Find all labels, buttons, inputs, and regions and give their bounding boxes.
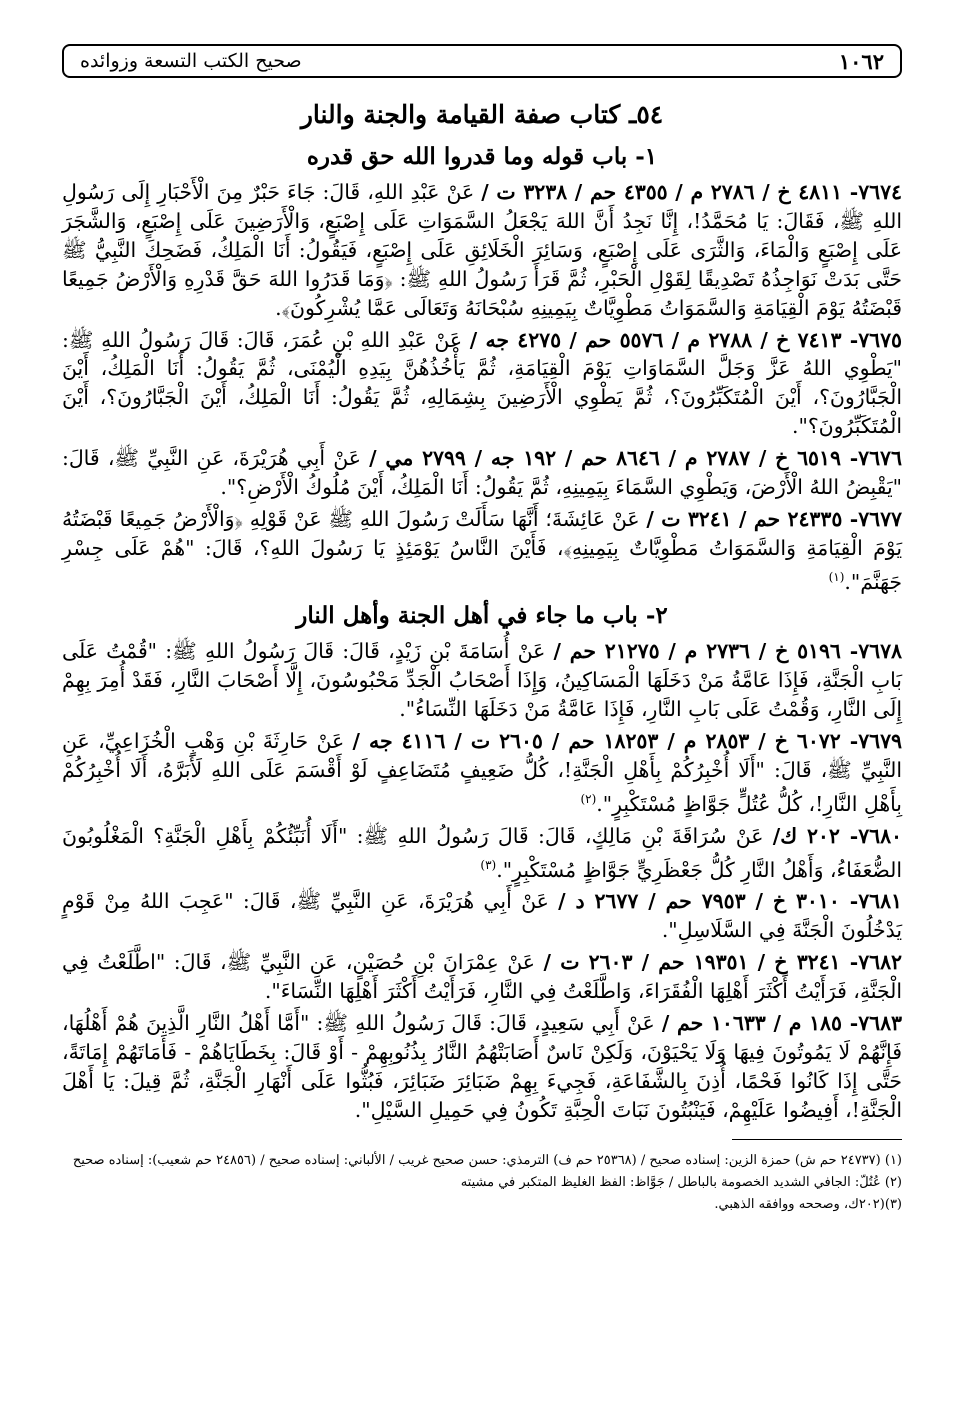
book-title: ٥٤ـ كتاب صفة القيامة والجنة والنار [300, 100, 664, 129]
hadith-ref: ٧٦٧٥- ٧٤١٣ خ / ٢٧٨٨ م / ٥٥٧٦ حم / ٤٢٧٥ جه / [469, 327, 902, 352]
hadith-ref: ٧٦٧٤- ٤٨١١ خ / ٢٧٨٦ م / ٤٣٥٥ حم / ٣٢٣٨ ت / [481, 180, 903, 204]
footnote-marker: (١) [828, 569, 845, 584]
chapter-title: ١- باب قوله وما قدروا الله حق قدره [306, 143, 658, 170]
hadith-7677 [62, 505, 902, 597]
hadith-7681 [62, 887, 902, 945]
hadith-ref: ٧٦٨١- ٣٠١٠ خ / ٧٩٥٣ حم / ٢٦٧٧ د / [558, 889, 902, 914]
hadith-text: عَنْ أُسَامَةَ بْنِ زَيْدٍ، قَالَ: قَالَ رَسُولُ اللهِ ﷺ: "قُمْتُ عَلَى بَابِ الْجَنَّةِ، فَإِذَا عَامَّةُ مَنْ دَخَلَهَا الْمَسَاكِينُ، وَإِذَا أَصْحَابُ الْجَدِّ مَحْبُوسُونَ، إِلَّا أَصْحَابَ النَّارِ، فَقَدْ أُمِرَ بِهِمْ إِلَى النَّارِ، وَقُمْتُ عَلَى بَابِ النَّارِ، فَإِذَا عَامَّةُ مَنْ دَخَلَهَا النِّسَاءُ". [62, 639, 902, 722]
hadith-ref: ٧٦٨٢- ٣٢٤١ خ / ١٩٣٥١ حم / ٢٦٠٣ ت / [543, 950, 902, 975]
hadith-7682 [62, 948, 902, 1006]
hadith-text: عَنْ عَائِشَةَ؛ أَنَّهَا سَأَلَتْ رَسُولَ اللهِ ﷺ عَنْ قَوْلِهِ ﴿وَالْأَرْضُ جَمِيعًا قَبْضَتُهُ يَوْمَ الْقِيَامَةِ وَالسَّمَوَاتُ مَطْوِيَّاتٌ بِيَمِينِهِ﴾، فَأَيْنَ النَّاسُ يَوْمَئِذٍ يَا رَسُولَ اللهِ؟، قَالَ: "هُمْ عَلَى جِسْرِ جَهَنَّمَ". [62, 506, 902, 594]
hadith-7676 [62, 444, 902, 502]
footnote: (٣)(٢٠٢ك، وصححه ووافقه الذهبي. [714, 1196, 902, 1212]
hadith-ref: ٧٦٧٦- ٦٥١٩ خ / ٢٧٨٧ م / ٨٦٤٦ حم / ١٩٢ جه / ٢٧٩٩ مي / [369, 446, 902, 471]
footnote: (١) (٢٤٧٣٧ حم ش) حمزة الزين: إسناده صحيح / (٢٥٣٦٨ حم ف) الترمذي: حسن صحيح غريب / الألباني: إسناده صحيح / (٢٤٨٥٦ حم شعيب): إسناده صحيح [72, 1152, 902, 1168]
footnote-marker: (٢) [580, 792, 597, 807]
footnote-marker: (٣) [480, 857, 497, 872]
hadith-ref: ٧٦٧٨- ٥١٩٦ خ / ٢٧٣٦ م / ٢١٢٧٥ حم / [553, 639, 902, 664]
hadith-ref: ٧٦٧٧- ٢٤٣٣٥ حم / ٣٢٤١ ت / [646, 506, 902, 531]
hadith-text: عَنْ أَبِي سَعِيدٍ، قَالَ: قَالَ رَسُولُ اللهِ ﷺ: "أَمَّا أَهْلُ النَّارِ الَّذِينَ هُمْ أَهْلُهَا، فَإِنَّهُمْ لَا يَمُوتُونَ فِيهَا وَلَا يَحْيَوْنَ، وَلَكِنْ نَاسٌ أَصَابَتْهُمُ النَّارُ بِذُنُوبِهِمْ - أَوْ قَالَ: بِخَطَايَاهُمْ - فَأَمَاتَهُمْ إِمَاتَةً، حَتَّى إِذَا كَانُوا فَحْمًا، أُذِنَ بِالشَّفَاعَةِ، فَجِيءَ بِهِمْ ضَبَائِرَ ضَبَائِرَ، فَبُثُّوا عَلَى أَنْهَارِ الْجَنَّةِ، ثُمَّ قِيلَ: يَا أَهْلَ الْجَنَّةِ!، أَفِيضُوا عَلَيْهِمْ، فَيَنْبُتُونَ نَبَاتَ الْحِبَّةِ تَكُونُ فِي حَمِيلِ السَّيْلِ". [62, 1010, 902, 1122]
book-name: صحيح الكتب التسعة وزوائده [80, 50, 302, 72]
hadith-7678 [62, 637, 902, 724]
hadith-text: عَنْ عَبْدِ اللهِ بْنِ عُمَرَ، قَالَ: قَالَ رَسُولُ اللهِ ﷺ: "يَطْوِي اللهُ عَزَّ وَجَلَّ السَّمَاوَاتِ يَوْمَ الْقِيَامَةِ، ثُمَّ يَأْخُذُهُنَّ بِيَدِهِ الْيُمْنَى، ثُمَّ يَقُولُ: أَنَا الْمَلِكُ، أَيْنَ الْجَبَّارُونَ؟، أَيْنَ الْمُتَكَبِّرُونَ؟، ثُمَّ يَطْوِي الْأَرَضِينَ بِشِمَالِهِ، ثُمَّ يَقُولُ: أَنَا الْمَلِكُ، أَيْنَ الْجَبَّارُونَ؟، أَيْنَ الْمُتَكَبِّرُونَ؟". [62, 327, 902, 439]
hadith-text: عَنْ أَبِي هُرَيْرَةَ، عَنِ النَّبِيِّ ﷺ، قَالَ: "يَقْبِضُ اللهُ الْأَرْضَ، وَيَطْوِي السَّمَاءَ بِيَمِينِهِ، ثُمَّ يَقُولُ: أَنَا الْمَلِكُ، أَيْنَ مُلُوكُ الْأَرْضِ؟". [62, 446, 902, 500]
page [62, 44, 902, 1384]
hadith-text: عَنْ سُرَاقَةَ بْنِ مَالِكٍ، قَالَ: قَالَ رَسُولُ اللهِ ﷺ: "أَلَا أُنَبِّئُكُمْ بِأَهْلِ الْجَنَّةِ؟ الْمَغْلُوبُونَ الضُّعَفَاءُ، وَأَهْلُ النَّارِ كُلُّ جَعْظَرِيٍّ جَوَّاظٍ مُسْتَكْبِرٍ". [62, 823, 902, 882]
hadith-ref: ٧٦٨٠- ٢٠٢ ك/ [772, 823, 903, 848]
hadith-ref: ٧٦٧٩- ٦٠٧٢ خ / ٢٨٥٣ م / ١٨٢٥٣ حم / ٢٦٠٥ ت / ٤١١٦ جه / [352, 729, 903, 754]
hadith-text: عَنْ حَارِثَةَ بْنِ وَهْبٍ الْخُزَاعِيِّ، عَنِ النَّبِيِّ ﷺ، قَالَ: "أَلَا أُخْبِرُكُمْ بِأَهْلِ الْجَنَّةِ!، كُلُّ ضَعِيفٍ مُتَضَاعِفٍ لَوْ أَقْسَمَ عَلَى اللهِ لَأَبَرَّهُ، أَلَا أُخْبِرُكُمْ بِأَهْلِ النَّارِ!، كُلُّ عُتُلٍّ جَوَّاظٍ مُسْتَكْبِرٍ". [62, 729, 902, 816]
footnote-divider [732, 1139, 902, 1140]
hadith-text: عَنْ عَبْدِ اللهِ، قَالَ: جَاءَ حَبْرٌ مِنَ الْأَحْبَارِ إِلَى رَسُولِ اللهِ ﷺ، فَقَالَ: يَا مُحَمَّدُ!، إِنَّا نَجِدُ أَنَّ اللهَ يَجْعَلُ السَّمَوَاتِ عَلَى إِصْبَعٍ، وَالْأَرَضِينَ عَلَى إِصْبَعٍ، وَالشَّجَرَ عَلَى إِصْبَعٍ وَالْمَاءَ، وَالثَّرَى عَلَى إِصْبَعٍ، وَسَائِرَ الْخَلَائِقِ عَلَى إِصْبَعٍ، فَيَقُولُ: أَنَا الْمَلِكُ، فَضَحِكَ النَّبِيُّ ﷺ حَتَّى بَدَتْ نَوَاجِذُهُ تَصْدِيقًا لِقَوْلِ الْحَبْرِ، ثُمَّ قَرَأَ رَسُولُ اللهِ ﷺ: ﴿وَمَا قَدَرُوا اللهَ حَقَّ قَدْرِهِ وَالْأَرْضُ جَمِيعًا قَبْضَتُهُ يَوْمَ الْقِيَامَةِ وَالسَّمَوَاتُ مَطْوِيَّاتٌ بِيَمِينِهِ سُبْحَانَهُ وَتَعَالَى عَمَّا يُشْرِكُونَ﴾. [62, 180, 902, 320]
hadith-text: عَنْ عِمْرَانَ بْنِ حُصَيْنٍ، عَنِ النَّبِيِّ ﷺ، قَالَ: "اطَّلَعْتُ فِي الْجَنَّةِ، فَرَأَيْتُ أَكْثَرَ أَهْلِهَا الْفُقَرَاءَ، وَاطَّلَعْتُ فِي النَّارِ، فَرَأَيْتُ أَكْثَرَ أَهْلِهَا النِّسَاءَ". [62, 950, 902, 1004]
hadith-7683 [62, 1009, 902, 1125]
hadith-text: عَنْ أَبِي هُرَيْرَةَ، عَنِ النَّبِيِّ ﷺ، قَالَ: "عَجِبَ اللهُ مِنْ قَوْمٍ يَدْخُلُونَ الْجَنَّةَ فِي السَّلَاسِلِ". [62, 889, 902, 943]
hadith-ref: ٧٦٨٣- ١٨٥ م / ١٠٦٣٣ حم / [661, 1010, 903, 1035]
footnote: (٢) عُتُلّ: الجافي الشديد الخصومة بالباطل / جَوَّاظ: الفظ الغليظ المتكبر في مشيته [460, 1174, 902, 1190]
hadith-7675 [62, 326, 902, 442]
hadith-7674 [62, 178, 902, 323]
page-header [62, 44, 902, 78]
page-number: ١٠٦٢ [838, 48, 884, 74]
hadith-7680 [62, 822, 902, 885]
chapter-title: ٢- باب ما جاء في أهل الجنة وأهل النار [296, 602, 668, 630]
hadith-7679 [62, 727, 902, 819]
